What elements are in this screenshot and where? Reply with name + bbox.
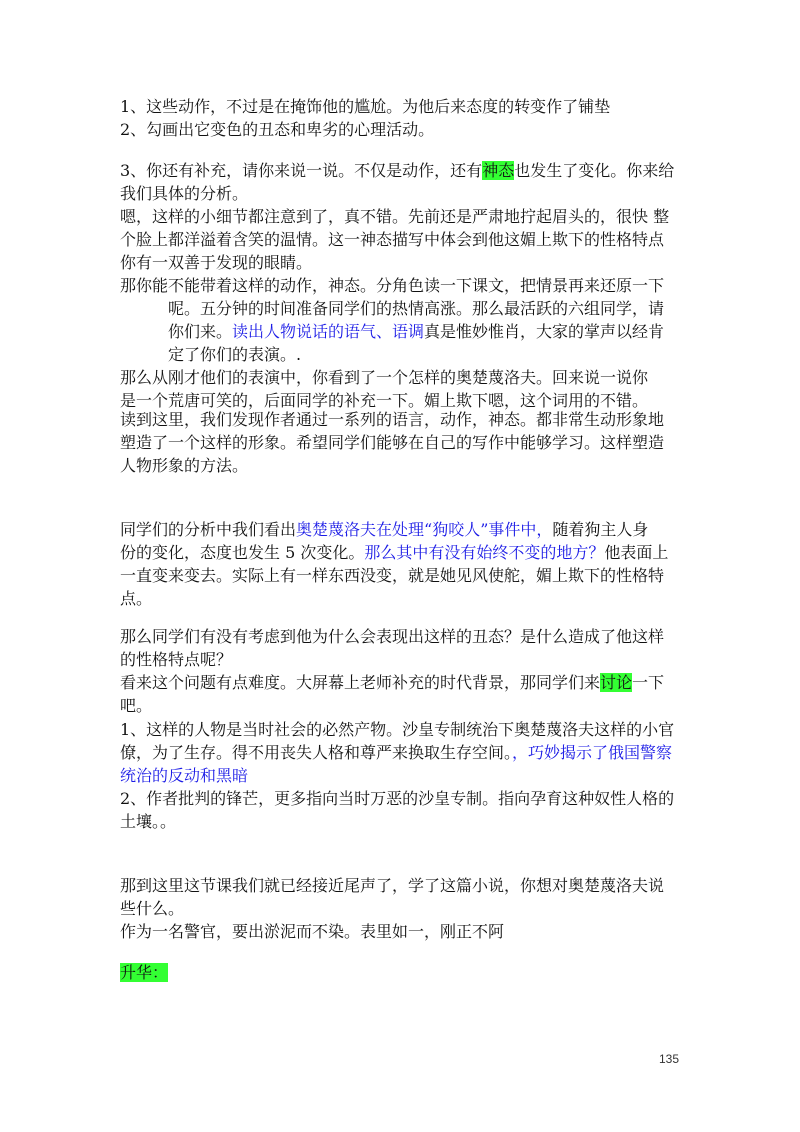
paragraph-expression-analysis (120, 159, 700, 412)
emphasis-text: 那么其中有没有始终不变的地方？ (364, 543, 605, 562)
text-line: 2、作者批判的锋芒，更多指向当时万恶的沙皇专制。指向孕育这种奴性人格的 (120, 789, 675, 808)
text-run: 同学们的分析中我们看出 (120, 520, 297, 539)
paragraph-conclusion (120, 874, 700, 943)
text-line: 那你能不能带着这样的动作，神态。分角色读一下课文，把情景再来还原一下 (120, 276, 665, 295)
text-line: 个脸上都洋溢着含笑的温情。这一神态描写中体会到他这媚上欺下的性格特点 (120, 230, 665, 249)
page-number: 135 (658, 1052, 679, 1066)
highlighted-term: 讨论 (600, 673, 633, 692)
paragraph-notes-1-2 (120, 95, 700, 141)
text-run: 3、你还有补充，请你来说一说。不仅是动作，还有 (120, 161, 483, 180)
text-run: 真是惟妙惟肖，大家的掌声以经肯 (424, 322, 665, 341)
text-line: 你有一双善于发现的眼睛。 (120, 253, 313, 272)
text-line (120, 518, 700, 541)
text-line: 人物形象的方法。 (120, 456, 249, 475)
text-line (120, 961, 700, 984)
text-run: 僚，为了生存。得不用丧失人格和尊严来换取生存空间。 (120, 743, 513, 762)
emphasis-text: 读出人物说话的语气、语调 (232, 322, 425, 341)
text-run: 也发生了变化。你来给 (514, 161, 675, 180)
paragraph-background (120, 718, 700, 833)
text-line (120, 671, 700, 694)
text-line: 塑造了一个这样的形象。希望同学们能够在自己的写作中能够学习。这样塑造 (120, 433, 665, 452)
paragraph-question (120, 625, 700, 717)
text-run: 你们来。 (168, 322, 233, 341)
text-line: 那么从刚才他们的表演中，你看到了一个怎样的奥楚蔑洛夫。回来说一说你 (120, 368, 649, 387)
section-sublimation (120, 961, 700, 984)
text-line: 定了你们的表演。. (168, 345, 302, 364)
text-run: 随着狗主人身 (552, 520, 649, 539)
emphasis-text: ，巧妙揭示了俄国警察 (512, 743, 673, 762)
text-line: 1、这样的人物是当时社会的必然产物。沙皇专制统治下奥楚蔑洛夫这样的小官 (120, 720, 675, 739)
text-line: 些什么。 (120, 899, 185, 918)
text-line: 1、这些动作，不过是在掩饰他的尴尬。为他后来态度的转变作了铺垫 (120, 97, 611, 116)
text-run: 他表面上 (604, 543, 669, 562)
emphasis-text: 统治的反动和黑暗 (120, 766, 249, 785)
text-line: 那到这里这节课我们就已经接近尾声了，学了这篇小说，你想对奥楚蔑洛夫说 (120, 876, 665, 895)
text-line (120, 159, 700, 182)
text-line (120, 764, 700, 787)
text-line: 吧。 (120, 696, 153, 715)
text-line (120, 320, 700, 343)
text-line: 我们具体的分析。 (120, 184, 249, 203)
paragraph-summary (120, 408, 700, 477)
text-run: 看来这个问题有点难度。大屏幕上老师补充的时代背景，那同学们来 (120, 673, 601, 692)
text-line: 2、勾画出它变色的丑态和卑劣的心理活动。 (120, 120, 435, 139)
emphasis-text: 奥楚蔑洛夫在处理“狗咬人”事件中， (296, 520, 553, 539)
highlighted-heading: 升华： (120, 963, 169, 982)
text-line (120, 741, 700, 764)
text-line: 那么同学们有没有考虑到他为什么会表现出这样的丑态？是什么造成了他这样 (120, 627, 665, 646)
text-line: 一直变来变去。实际上有一样东西没变，就是她见风使舵，媚上欺下的性格特 (120, 566, 665, 585)
text-line: 作为一名警官，要出淤泥而不染。表里如一，刚正不阿 (120, 922, 505, 941)
text-line: 点。 (120, 589, 153, 608)
text-line: 嗯，这样的小细节都注意到了，真不错。先前还是严肃地拧起眉头的，很快 整 (120, 207, 670, 226)
highlighted-term: 神态 (482, 161, 515, 180)
text-line: 土壤。。 (120, 812, 177, 831)
text-line: 是一个荒唐可笑的，后面同学的补充一下。媚上欺下嗯，这个词用的不错。 (120, 391, 649, 410)
text-run: 份的变化，态度也发生 5 次变化。 (120, 543, 365, 562)
text-line: 读到这里，我们发现作者通过一系列的语言，动作，神态。都非常生动形象地 (120, 410, 665, 429)
text-line (120, 541, 700, 564)
paragraph-character-change (120, 518, 700, 610)
text-line: 的性格特点呢？ (120, 650, 233, 669)
text-run: 一下 (632, 673, 665, 692)
text-line: 呢。五分钟的时间准备同学们的热情高涨。那么最活跃的六组同学，请 (168, 299, 665, 318)
